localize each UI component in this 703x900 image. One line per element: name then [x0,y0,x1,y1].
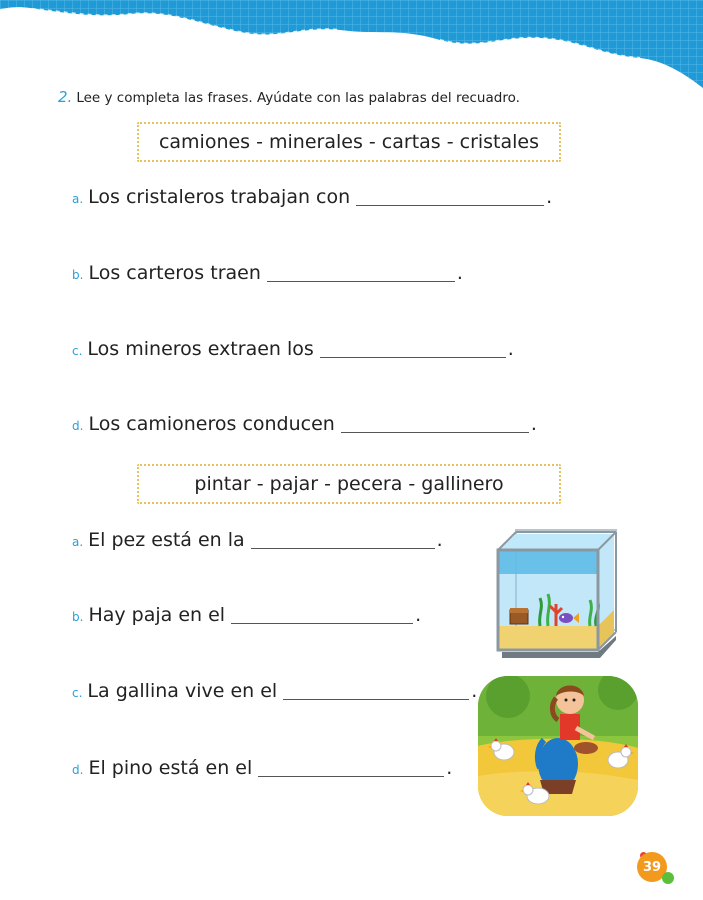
sentence-letter: c. [72,344,83,358]
answer-blank[interactable] [267,267,455,282]
sentence-2b [72,604,421,626]
sentence-1a [72,186,552,208]
exercise-instruction [58,88,520,106]
answer-blank[interactable] [320,343,506,358]
sentence-1d [72,413,537,435]
answer-blank[interactable] [283,685,469,700]
sentence-text: El pez está en la [88,529,245,551]
badge-decoration-dot [662,872,674,884]
sentence-end: . [530,413,537,435]
answer-blank[interactable] [258,762,444,777]
sentence-end: . [436,529,443,551]
sentence-1c [72,338,514,360]
answer-blank[interactable] [356,191,544,206]
sentence-text: El pino está en el [88,757,253,779]
sentence-text: Hay paja en el [88,604,226,626]
sentence-1b [72,262,463,284]
sentence-letter: d. [72,763,84,777]
sentence-end: . [446,757,453,779]
sentence-text: Los carteros traen [88,262,261,284]
sentence-text: Los cristaleros trabajan con [88,186,351,208]
sentence-end: . [415,604,422,626]
sentence-end: . [546,186,553,208]
sentence-letter: a. [72,192,84,206]
sentence-letter: a. [72,535,84,549]
girl-feeding-chickens-illustration [478,676,638,816]
sentence-2a [72,529,443,551]
sentence-text: Los mineros extraen los [87,338,314,360]
sentence-letter: c. [72,686,83,700]
sentence-text: La gallina vive en el [87,680,278,702]
sentence-text: Los camioneros conducen [88,413,335,435]
aquarium-illustration [494,528,618,662]
sentence-2d [72,757,452,779]
header-wave-decoration [0,0,703,95]
instruction-text: Lee y completa las frases. Ayúdate con las palabras del recuadro. [76,90,520,106]
sentence-end: . [507,338,514,360]
answer-blank[interactable] [341,418,529,433]
exercise-number: 2. [58,88,73,106]
page-number: 39 [637,852,667,882]
sentence-2c [72,680,477,702]
sentence-letter: b. [72,610,84,624]
word-box-1: camiones - minerales - cartas - cristales [137,122,561,162]
answer-blank[interactable] [231,609,413,624]
sentence-letter: d. [72,419,84,433]
sentence-end: . [471,680,478,702]
sentence-end: . [456,262,463,284]
word-box-2: pintar - pajar - pecera - gallinero [137,464,561,504]
sentence-letter: b. [72,268,84,282]
answer-blank[interactable] [251,534,435,549]
